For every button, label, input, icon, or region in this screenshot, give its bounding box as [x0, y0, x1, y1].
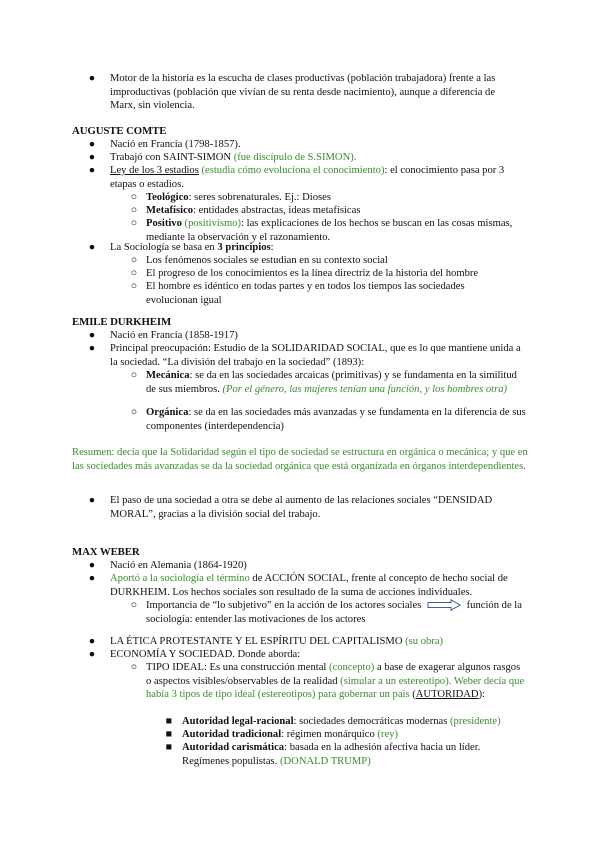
- ideal-note-2: (simular a un estereotipo). Weber decía que había 3 tipos de tipo ideal (estereotipos) para gobernar un país: [146, 675, 525, 701]
- principle-3: El hombre es idéntico en todas partes y en todos los tiempos las sociedades evolucionan igual: [146, 281, 465, 306]
- principle-2: El progreso de los conocimientos es la línea directriz de la historia del hombre: [146, 268, 479, 279]
- comte-worked-note: (fue discípulo de S.SIMON).: [233, 152, 357, 163]
- comte-law-note: (estudia cómo evoluciona el conocimiento): [201, 165, 385, 176]
- bullet-circle: ○: [130, 255, 138, 266]
- bullet-circle: ○: [130, 662, 138, 673]
- weber-subjective: Importancia de “lo subjetivo” en la acción de los actores sociales función de la sociología: entender las motivaciones de los actores: [146, 600, 522, 625]
- durkheim-born: Nació en Francia (1858-1917): [110, 330, 238, 341]
- comte-born: Nació en Francia (1798-1857).: [110, 139, 241, 150]
- durkheim-organica: Orgánica: se da en las sociedades más avanzadas y se fundamenta en la diferencia de sus componentes (interdependencia): [146, 407, 526, 432]
- durkheim-summary: Resumen: decía que la Solidaridad según el tipo de sociedad se estructura en orgánica o mecánica; y que en las sociedades más avanzadas se da la sociedad orgánica que está organizada en órganos interdependientes.: [72, 447, 528, 472]
- bullet-circle: ○: [130, 268, 138, 279]
- comte-teologico: Teológico: seres sobrenaturales. Ej.: Dioses: [146, 192, 331, 203]
- authority-legal-label: Autoridad legal-racional: [182, 716, 294, 727]
- mecanica-note: (Por el género, las mujeres tenían una función, y los hombres otra): [222, 383, 508, 395]
- authority-traditional: Autoridad tradicional: régimen monárquico (rey): [182, 729, 398, 740]
- bullet-square: ■: [165, 742, 173, 753]
- organica-label: Orgánica: [146, 407, 189, 418]
- authority-traditional-label: Autoridad tradicional: [182, 729, 282, 740]
- bullet-disc: ●: [88, 343, 96, 354]
- teologico-label: Teológico: [146, 192, 189, 203]
- authority-charismatic: Autoridad carismática: basada en la adhesión afectiva hacia un líder. Regímenes populistas. (DONALD TRUMP): [182, 742, 481, 767]
- contribution-note: Aportó a la sociología el término: [110, 573, 250, 584]
- weber-economy: ECONOMÍA Y SOCIEDAD. Donde aborda:: [110, 649, 301, 660]
- ethic-note: (su obra): [405, 636, 444, 647]
- comte-law: [110, 164, 522, 191]
- principle-1: Los fenómenos sociales se estudian en su contexto social: [146, 255, 388, 266]
- bullet-disc: ●: [88, 636, 96, 647]
- positivo-note: (positivismo): [181, 218, 242, 229]
- ideal-note-1: (concepto): [329, 662, 375, 673]
- bullet-square: ■: [165, 716, 173, 727]
- metafisico-label: Metafísico: [146, 205, 194, 216]
- weber-ethic: LA ÉTICA PROTESTANTE Y EL ESPÍRITU DEL CAPITALISMO (su obra): [110, 636, 444, 647]
- bullet-square: ■: [165, 729, 173, 740]
- bullet-disc: ●: [88, 560, 96, 571]
- comte-principles: La Sociología se basa en 3 principios:: [110, 242, 274, 253]
- bullet-disc: ●: [88, 73, 96, 84]
- heading-comte: AUGUSTE COMTE: [72, 125, 167, 137]
- intro-bullet-text: Motor de la historia es la escucha de clases productivas (población trabajadora) frente a las improductivas (población que vivían de su renta desde nacimiento), aunque a diferencia de Marx, sin violencia.: [110, 73, 496, 112]
- heading-durkheim: EMILE DURKHEIM: [72, 316, 172, 328]
- bullet-disc: ●: [88, 573, 96, 584]
- bullet-disc: ●: [88, 242, 96, 253]
- ideal-authority: AUTORIDAD: [415, 689, 479, 701]
- comte-worked: [110, 151, 530, 165]
- bullet-circle: ○: [130, 370, 138, 381]
- bullet-disc: ●: [88, 649, 96, 660]
- right-arrow-icon: [427, 599, 461, 611]
- weber-ideal-type: TIPO IDEAL: Es una construcción mental (concepto) a base de exagerar algunos rasgos o aspectos visibles/observables de la realidad (simular a un estereotipo). Weber decía que había 3 tipos de tipo ideal (estereotipos) para gobernar un país (AUTORIDAD):: [146, 662, 525, 701]
- bullet-disc: ●: [88, 152, 96, 163]
- bullet-circle: ○: [130, 281, 138, 292]
- bullet-disc: ●: [88, 139, 96, 150]
- durkheim-mecanica: Mecánica: se da en las sociedades arcaicas (primitivas) y se fundamenta en la similitud de sus miembros. (Por el género, las mujeres tenían una función, y los hombres otra): [146, 370, 517, 395]
- principles-bold: 3 principios: [217, 242, 271, 253]
- comte-positivo: Positivo (positivismo): las explicaciones de los hechos se buscan en las cosas mismas, mediante la observación y el razonamiento.: [146, 218, 513, 243]
- bullet-disc: ●: [88, 495, 96, 506]
- authority-charismatic-label: Autoridad carismática: [182, 742, 285, 753]
- comte-metafisico: Metafísico: entidades abstractas, ideas metafísicas: [146, 205, 361, 216]
- comte-law-text: : el conocimiento pasa por 3 etapas o estadios.: [110, 165, 505, 190]
- authority-legal: Autoridad legal-racional: sociedades democráticas modernas (presidente): [182, 716, 501, 727]
- bullet-circle: ○: [130, 407, 138, 418]
- positivo-label: Positivo: [146, 218, 182, 229]
- heading-weber: MAX WEBER: [72, 546, 140, 558]
- weber-born: Nació en Alemania (1864-1920): [110, 560, 247, 571]
- comte-worked-text: Trabajó con SAINT-SIMON: [110, 152, 234, 163]
- weber-contribution: Aportó a la sociología el término de ACCIÓN SOCIAL, frente al concepto de hecho social de DURKHEIM. Los hechos sociales son resultado de la suma de acciones individuales.: [110, 573, 508, 598]
- bullet-circle: ○: [130, 600, 138, 611]
- mecanica-label: Mecánica: [146, 370, 190, 381]
- bullet-circle: ○: [130, 218, 138, 229]
- durkheim-density: El paso de una sociedad a otra se debe al aumento de las relaciones sociales “DENSIDAD MORAL”, gracias a la división social del trabajo.: [110, 495, 493, 520]
- bullet-circle: ○: [130, 192, 138, 203]
- bullet-disc: ●: [88, 165, 96, 176]
- bullet-disc: ●: [88, 330, 96, 341]
- comte-law-title: Ley de los 3 estadios: [110, 165, 199, 176]
- bullet-circle: ○: [130, 205, 138, 216]
- durkheim-concern: Principal preocupación: Estudio de la SOLIDARIDAD SOCIAL, que es lo que mantiene unida a la sociedad. “La división del trabajo en la sociedad” (1893):: [110, 343, 521, 368]
